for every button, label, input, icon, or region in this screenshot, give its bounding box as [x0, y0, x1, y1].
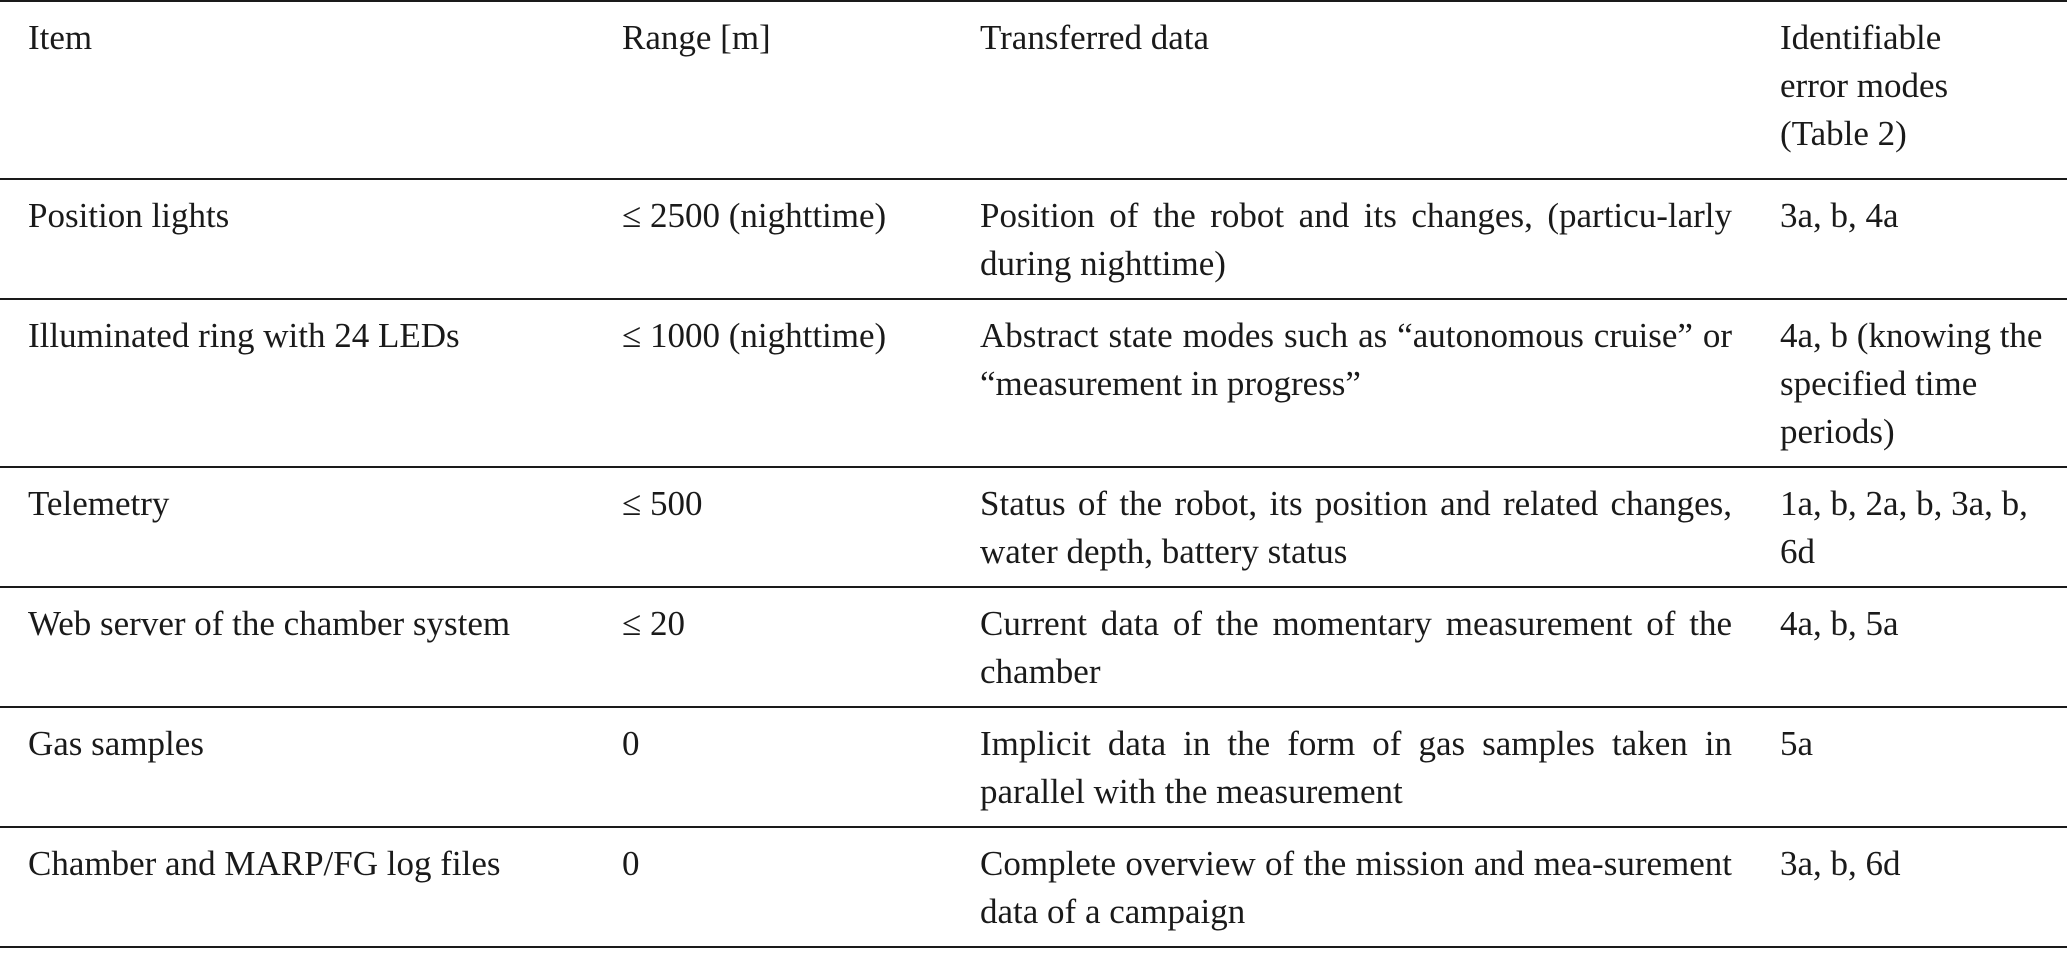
cell-item: Position lights: [28, 196, 230, 235]
cell-range: 0: [622, 844, 640, 883]
cell-error-modes: 5a: [1780, 724, 1814, 763]
cell-item: Gas samples: [28, 724, 204, 763]
header-transferred-data: Transferred data: [980, 18, 1210, 57]
cell-transferred-data: Abstract state modes such as “autonomous cruise” or “measurement in progress”: [980, 316, 1732, 403]
table-header: [0, 1, 2067, 179]
cell-transferred-data: Position of the robot and its changes, (particu-larly during nighttime): [980, 196, 1732, 283]
cell-transferred-data: Status of the robot, its position and related changes, water depth, battery status: [980, 484, 1732, 571]
cell-transferred-data: Current data of the momentary measurement of the chamber: [980, 604, 1732, 691]
table-row: [0, 587, 2067, 707]
cell-transferred-data: Complete overview of the mission and mea-surement data of a campaign: [980, 844, 1732, 931]
header-error-modes-line1: Identifiable: [1780, 18, 1942, 57]
table-row: [0, 467, 2067, 587]
header-error-modes: [1780, 1, 2067, 179]
cell-item: Web server of the chamber system: [28, 604, 511, 643]
table-body: [0, 179, 2067, 947]
table-row: [0, 707, 2067, 827]
cell-error-modes: 3a, b, 4a: [1780, 196, 1899, 235]
cell-range: ≤ 2500 (nighttime): [622, 196, 887, 235]
header-range: Range [m]: [622, 18, 771, 57]
cell-range: 0: [622, 724, 640, 763]
cell-item: Chamber and MARP/FG log files: [28, 844, 501, 883]
cell-item: Illuminated ring with 24 LEDs: [28, 316, 460, 355]
header-error-modes-line2: error modes: [1780, 66, 1949, 105]
header-row: [0, 1, 2067, 179]
table-row: [0, 179, 2067, 299]
table-row: [0, 299, 2067, 467]
header-item: Item: [28, 18, 93, 57]
cell-error-modes: 4a, b, 5a: [1780, 604, 1899, 643]
header-error-modes-line3: (Table 2): [1780, 114, 1907, 153]
cell-item: Telemetry: [28, 484, 170, 523]
table-row: [0, 827, 2067, 947]
cell-error-modes: 1a, b, 2a, b, 3a, b, 6d: [1780, 484, 2028, 571]
cell-error-modes: 4a, b (knowing the specified time periods): [1780, 316, 2043, 451]
cell-error-modes: 3a, b, 6d: [1780, 844, 1901, 883]
cell-range: ≤ 20: [622, 604, 685, 643]
cell-transferred-data: Implicit data in the form of gas samples taken in parallel with the measurement: [980, 724, 1732, 811]
cell-range: ≤ 500: [622, 484, 703, 523]
cell-range: ≤ 1000 (nighttime): [622, 316, 887, 355]
